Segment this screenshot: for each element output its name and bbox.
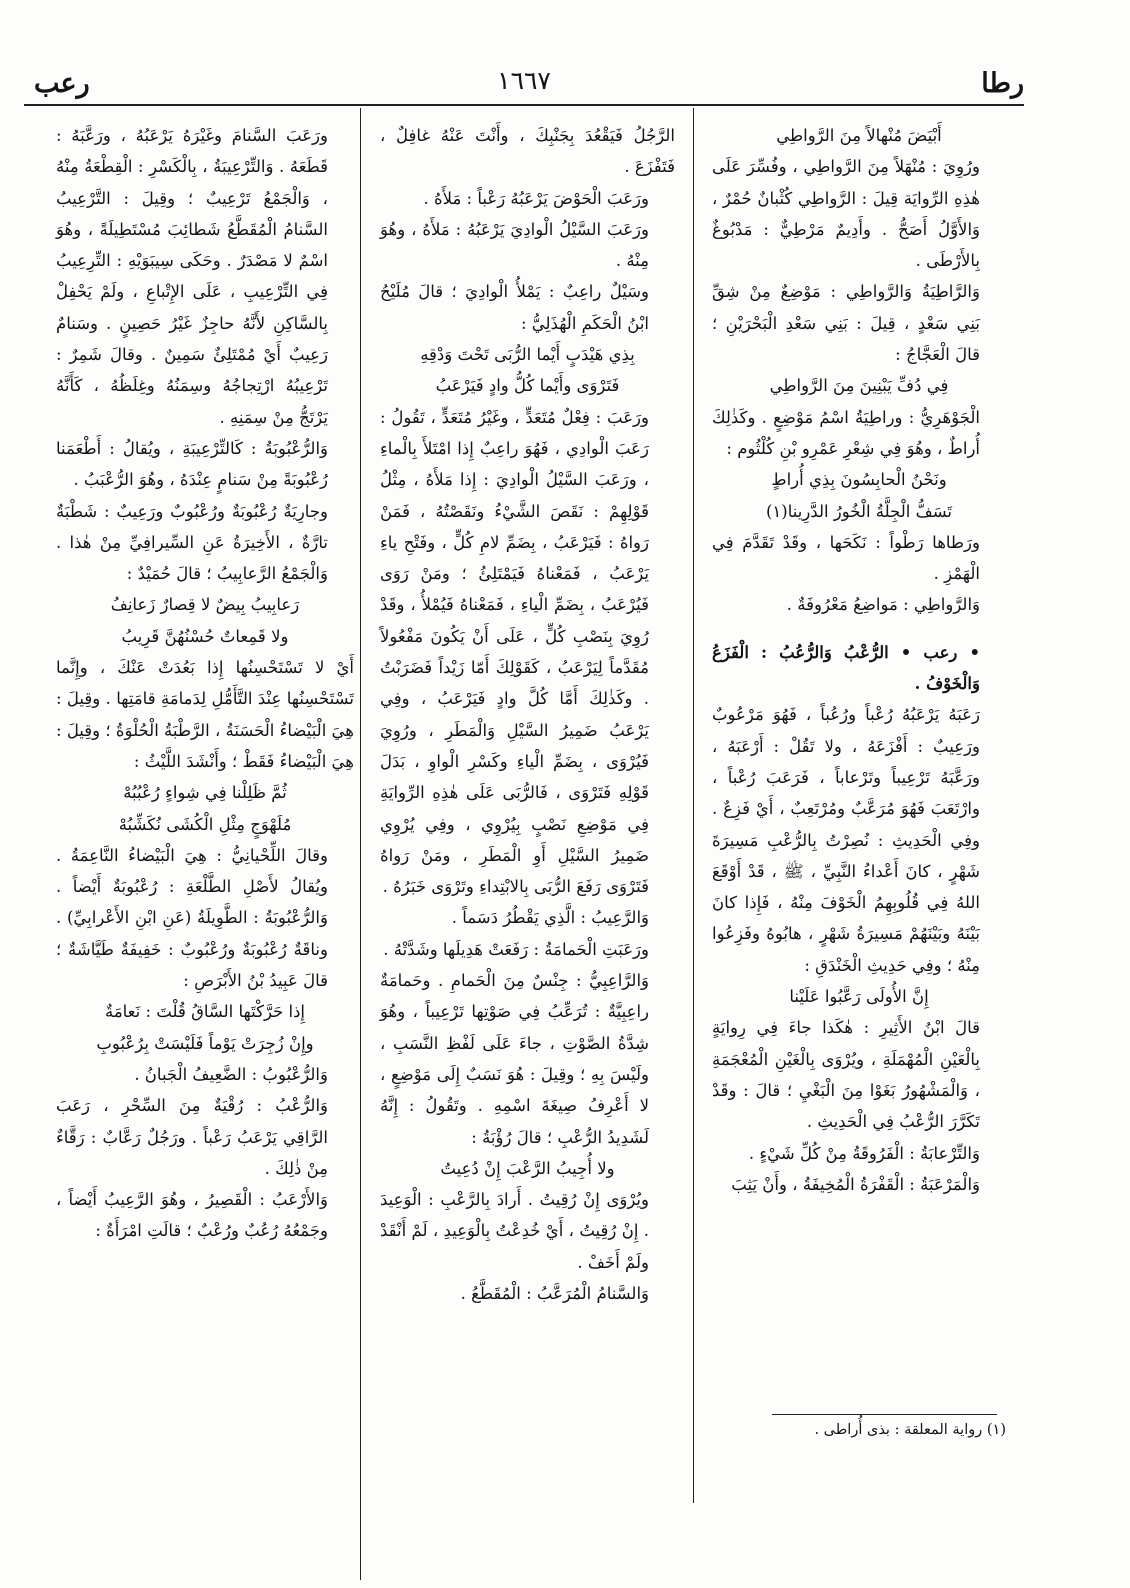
column-divider-right — [693, 108, 694, 1503]
entry-paragraph: وَالرُّعْبُوبُ : الضَّعِيفُ الْجَبانُ . — [134, 1064, 328, 1084]
entry-paragraph: وقالَ اللِّحْيانِيُّ : هِيَ الْبَيْضاءُ النَّاعِمَةُ . ويُقالُ لأَصْلِ الطَّلْعَةِ : رُعْبُوبَةٌ أَيْضاً . وَالرُّعْبُوبَةُ : الطَّوِيلَةُ (عَنِ ابْنِ الأَعْرابِيِّ) . وناقَةٌ رُعْبُوبَةٌ ورُعْبُوبٌ : خَفِيفَةٌ طَيَّاشَةٌ ؛ قالَ عَبِيدُ بْنُ الأَبْرَصِ : — [56, 845, 328, 991]
column-divider-left — [360, 108, 361, 1580]
entry-paragraph: وَالتِّرْعابَةُ : الْفَرُوقَةُ مِنْ كُلِّ شَيْءٍ . — [748, 1143, 980, 1163]
verse-line: أَبْيَضَ مُنْهالاً مِنَ الرَّواطِي — [776, 126, 942, 145]
verse-line: إِنَّ الأُولَى رَعَّبُوا عَلَيْنا — [789, 987, 929, 1007]
entry-paragraph: ورَعَبَتِ الْحَمامَةُ : رَفَعَتْ هَدِيلَها وشَدَّتْهُ . — [383, 939, 649, 959]
entry-paragraph: الرَّجُلُ فَيَقْعُدَ بِجَنْبِكَ ، وأَنْتَ عَنْهُ غافِلٌ ، فَتَفْزَعَ . — [380, 126, 675, 177]
verse-line: ونَحْنُ الْحابِسُونَ بِذِي أُراطٍ — [771, 470, 947, 490]
entry-heading-raab: • رعب • الرُّعْبُ وَالرُّعُبُ : الْفَزَعُ وَالْخَوْفُ . — [712, 642, 980, 694]
verse-line: تَسَفُّ الْجِلَّةُ الْخُورُ الدَّرِينا(١) — [765, 501, 953, 521]
verse-line: وإِنْ زُجِرَتْ يَوْماً فَلَيْسَتْ بِرُعْبُوبِ — [96, 1033, 314, 1053]
entry-paragraph: وَالرَّاعِبِيُّ : جِنْسٌ مِنَ الْحَمامِ . وحَمامَةٌ راعِبِيَّةٌ : تُرَعِّبُ فِي صَوْتِها تَرْعِيباً ، وهُوَ شِدَّةُ الصَّوْتِ ، جاءَ عَلَى لَفْظِ النَّسَبِ ، ولَيْسَ بِهِ ؛ وقِيلَ : هُوَ نَسَبٌ إِلَى مَوْضِعٍ ، لا أَعْرِفُ صِيغَةَ اسْمِهِ . وتَقُولُ : إِنَّهُ لَشَدِيدُ الرُّعْبِ ؛ قالَ رُؤْبَةُ : — [380, 971, 649, 1147]
entry-paragraph: رَعَبَهُ يَرْعَبُهُ رُعْباً ورُعُباً ، فَهُوَ مَرْعُوبٌ ورَعِيبٌ : أَفْزَعَهُ ، ولا تَقُلْ : أَرْعَبَهُ ، ورَعَّبَهُ تَرْعِيباً وتَرْعاباً ، فَرَعَبَ رُعْباً ، وارْتَعَبَ فَهُوَ مُرَعَّبٌ ومُرْتَعِبٌ ، أَيْ فَزِعٌ . وفِي الْحَدِيثِ : نُصِرْتُ بِالرُّعْبِ مَسِيرَةَ شَهْرٍ ، كانَ أَعْداءُ النَّبِيِّ ، ﷺ ، قَدْ أَوْقَعَ اللهُ فِي قُلُوبِهِمُ الْخَوْفَ مِنْهُ ، فَإِذا كانَ بَيْنَهُ وبَيْنَهُمْ مَسِيرَةُ شَهْرٍ ، هابُوهُ وفَزِعُوا مِنْهُ ؛ وفِي حَدِيثِ الْخَنْدَقِ : — [712, 705, 980, 975]
entry-paragraph: وَالرَّاطِيَةُ وَالرَّواطِي : مَوْضِعٌ مِنْ شِقِّ بَنِي سَعْدٍ ، قِيلَ : بَنِي سَعْدِ الْبَحْرَيْنِ ؛ قالَ الْعَجَّاجُ : — [712, 282, 980, 365]
entry-paragraph: قالَ ابْنُ الأَثِيرِ : هٰكَذا جاءَ فِي رِوايَةٍ بِالْعَيْنِ الْمُهْمَلَةِ ، ويُرْوَى بِالْغَيْنِ الْمُعْجَمَةِ ، وَالْمَشْهُورُ بَغَوْا مِنَ الْبَغْيِ ؛ قالَ : وقَدْ تَكَرَّرَ الرُّعْبُ فِي الْحَدِيثِ . — [712, 1018, 980, 1132]
entry-paragraph: وَالرَّعِيبُ : الَّذِي يَقْطُرُ دَسَماً . — [451, 908, 649, 928]
entry-paragraph: الْجَوْهَرِيُّ : وراطِيَةُ اسْمُ مَوْضِعٍ . وكَذٰلِكَ أُراطٌ ، وهُوَ فِي شِعْرِ عَمْرِو بْنِ كُلْثُوم : — [712, 407, 980, 458]
entry-paragraph: ورَعَبَ السَّنامَ وغَيْرَهُ يَرْعَبُهُ ، ورَعَّبَهُ : قَطَعَهُ . وَالتِّرْعِيبَةُ ، بِالْكَسْرِ : الْقِطْعَةُ مِنْهُ ، وَالْجَمْعُ تَرْعِيبٌ ؛ وقِيلَ : التَّرْعِيبُ السَّنامُ الْمُقَطَّعُ شَطائِبَ مُسْتَطِيلَةً ، وهُوَ اسْمٌ لا مَصْدَرٌ . وحَكَى سِيبَوَيْهِ : التِّرِعِيبُ فِي التِّرْعِيبِ ، عَلَى الإِتْباعِ ، ولَمْ يَحْفِلْ بِالسَّاكِنِ لأَنَّهُ حاجِزٌ غَيْرُ حَصِينٍ . وسَنامٌ رَعِيبٌ أَيْ مُمْتَلِئٌ سَمِينٌ . وقالَ شَمِرٌ : تَرْعِيبُهُ ارْتِجاجُهُ وسِمَنُهُ وغِلَظُهُ ، كَأَنَّهُ يَرْتَجُّ مِنْ سِمَنِهِ . — [56, 126, 328, 427]
entry-paragraph: ورَعَبَ الْحَوْضَ يَرْعَبُهُ رَعْباً : مَلأَهُ . — [423, 188, 649, 208]
entry-paragraph: ويُرْوَى إِنْ رُقِيتُ . أَرادَ بِالرَّعْبِ : الْوَعِيدَ . إِنْ رُقِيتُ ، أَيْ خُدِعْتُ بِالْوَعِيدِ ، لَمْ أَنْقَدْ ولَمْ أَخَفْ . — [380, 1190, 649, 1272]
header-root-word-left: رعب — [34, 68, 90, 99]
entry-paragraph: وَالرَّواطِي : مَواضِعُ مَعْرُوفَةٌ . — [786, 595, 980, 615]
entry-paragraph: وجارِيَةٌ رُعْبُوبَةٌ ورُعْبُوبٌ ورَعِيبٌ : شَطْبَةٌ تارَّةٌ ، الأَخِيرَةُ عَنِ السِّيرافِيِّ مِنْ هٰذا . وَالْجَمْعُ الرَّعابِيبُ ؛ قالَ حُمَيْدٌ : — [56, 501, 328, 584]
footnote: (١) رواية المعلقة : بذى أُراطى . — [814, 1422, 1006, 1438]
entry-paragraph: ورَعَبَ : فِعْلٌ مُتَعَدٍّ ، وغَيْرُ مُتَعَدٍّ ، تَقُولُ : رَعَبَ الْوادِي ، فَهُوَ راعِبٌ إِذا امْتَلأَ بِالْماءِ ، ورَعَبَ السَّيْلُ الْوادِيَ : إِذا مَلأَهُ ، مِثْلُ قَوْلِهِمْ : نَقَصَ الشَّيْءُ ونَقَصْتُهُ ، فَمَنْ رَواهُ : فَيَرْعَبُ ، بِضَمِّ لامِ كُلٍّ ، وفَتْحِ ياءِ يَرْعَبُ ، فَمَعْناهُ فَيَمْتَلِئُ ؛ ومَنْ رَوَى فَيُرْعَبُ ، بِضَمِّ الْياءِ ، فَمَعْناهُ فَيُمْلأُ ، وقَدْ رُوِيَ بِنَصْبِ كُلٍّ ، عَلَى أَنْ يَكُونَ مَفْعُولاً مُقَدَّماً لِيَرْعَبُ ، كَقَوْلِكَ أَمّا زَيْداً فَضَرَبْتُ . وكَذٰلِكَ أَمَّا كُلَّ وادٍ فَيَرْعَبُ ، وفِي يَرْعَبُ ضَمِيرُ السَّيْلِ وَالْمَطَرِ ، ورُوِيَ فَيُرْوَى ، بِضَمِّ الْياءِ وكَسْرِ الْواوِ ، بَدَلَ قَوْلِهِ فَتَرْوَى ، فَالرُّبَى عَلَى هٰذِهِ الرِّوايَةِ فِي مَوْضِعِ نَصْبٍ بِيُرْوِي ، وفِي يُرْوِي ضَمِيرُ السَّيْلِ أَوِ الْمَطَرِ ، ومَنْ رَواهُ فَتَرْوَى رَفَعَ الرُّبَى بِالابْتِداءِ وتَرْوَى خَبَرُهُ . — [380, 407, 649, 897]
verse-line: إِذا حَرَّكْتَها السَّاقُ قُلْتَ : نَعامَةٌ — [104, 1002, 306, 1022]
running-header — [24, 58, 1024, 102]
entry-paragraph: ورَطاها رَطْواً : نَكَحَها ، وقَدْ تَقَدَّمَ فِي الْهَمْزِ . — [712, 532, 980, 584]
verse-line: رَعابِيبُ بِيضٌ لا قِصارٌ زَعانِفُ — [110, 595, 300, 615]
verse-line: ثُمَّ ظَلِلْنا فِي شِواءٍ رُعْبُبُهْ — [123, 783, 287, 803]
entry-paragraph: وَالرُّعْبُ : رُقْيَةٌ مِنَ السِّحْرِ ، رَعَبَ الرَّاقِي يَرْعَبُ رَعْباً . ورَجُلٌ رَعَّابٌ : رَقَّاءٌ مِنْ ذٰلِكَ . — [56, 1096, 328, 1178]
entry-paragraph: ورُوِيَ : مُنْهَلاً مِنَ الرَّواطِي ، وفُسِّرَ عَلَى هٰذِهِ الرِّوايَة قِيلَ : الرَّواطِي كُثْبانٌ حُمْرٌ ، وَالأَوَّلُ أَصَحُّ . وأَدِيمٌ مَرْطِيٌّ : مَدْبُوغٌ بِالأَرْطَى . — [712, 157, 980, 271]
entry-paragraph: وَالسَّنامُ الْمُرَعَّبُ : الْمُقَطَّعُ . — [460, 1283, 649, 1303]
entry-paragraph: أَيْ لا تَسْتَحْسِنُها إِذا بَعُدَتْ عَنْكَ ، وإِنَّما تَسْتَحْسِنُها عِنْدَ التَّأَمُّلِ لِدَمامَةِ قامَتِها . وقِيلَ : هِيَ الْبَيْضاءُ الْحَسَنَةُ ، الرَّطْبَةُ الْحُلْوَةُ ؛ وقِيلَ : هِيَ الْبَيْضاءُ فَقَطْ ؛ وأَنْشَدَ اللَّيْثُ : — [56, 658, 354, 771]
page-number: ١٦٦٧ — [497, 66, 551, 95]
header-root-word-right: رطا — [981, 68, 1024, 99]
verse-line: فَتَرْوَى وأَيْما كُلُّ وادٍ فَيَرْعَبُ — [435, 376, 620, 396]
entry-paragraph: ورَعَبَ السَّيْلُ الْوادِيَ يَرْعَبُهُ : مَلأَهُ ، وهُوَ مِنْهُ . — [380, 219, 649, 271]
entry-paragraph: وَالْمَرْعَبَةُ : الْقَفْرَةُ الْمُخِيفَةُ ، وأَنْ يَثِبَ — [731, 1174, 980, 1194]
verse-line: مُلَهْوَجٍ مِثْلِ الْكُشَى نُكَشِّبُهْ — [118, 814, 292, 834]
verse-line: فِي دُفِّ يَبْنِينَ مِنَ الرَّواطِي — [769, 376, 949, 396]
column-left — [56, 120, 354, 1247]
column-right — [712, 120, 1006, 1200]
entry-paragraph: وَالرُّعْبُوبَةُ : كَالتِّرْعِيبَةِ ، ويُقالُ : أَطْعَمَنا رُعْبُوبَةً مِنْ سَنامٍ عِنْدَهُ ، وهُوَ الرُّعْبَبُ . — [56, 438, 328, 490]
verse-line: ولا أُجِيبُ الرَّعْبَ إِنْ دُعِيتُ — [440, 1158, 615, 1178]
verse-line: بِذِي هَيْدَبٍ أَيْما الرُّبَى تَحْتَ وَدْقِهِ — [420, 345, 635, 365]
column-middle — [380, 120, 675, 1309]
verse-line: ولا قَمِعاتٌ حُسْنُهُنَّ قَرِيبُ — [121, 626, 289, 646]
entry-paragraph: وسَيْلٌ راعِبٌ : يَمْلأُ الْوادِيَ ؛ قالَ مُلَيْحُ ابْنُ الْحَكَمِ الْهُذَلِيُّ : — [380, 282, 649, 333]
entry-paragraph: وَالأَرْعَبُ : الْقَصِيرُ ، وهُوَ الرَّعِيبُ أَيْضاً ، وجَمْعُهُ رُعُبٌ ورُعْبٌ ؛ قالَتِ امْرَأَةٌ : — [56, 1190, 328, 1241]
header-rule — [24, 104, 1024, 106]
footnote-rule — [772, 1414, 997, 1415]
